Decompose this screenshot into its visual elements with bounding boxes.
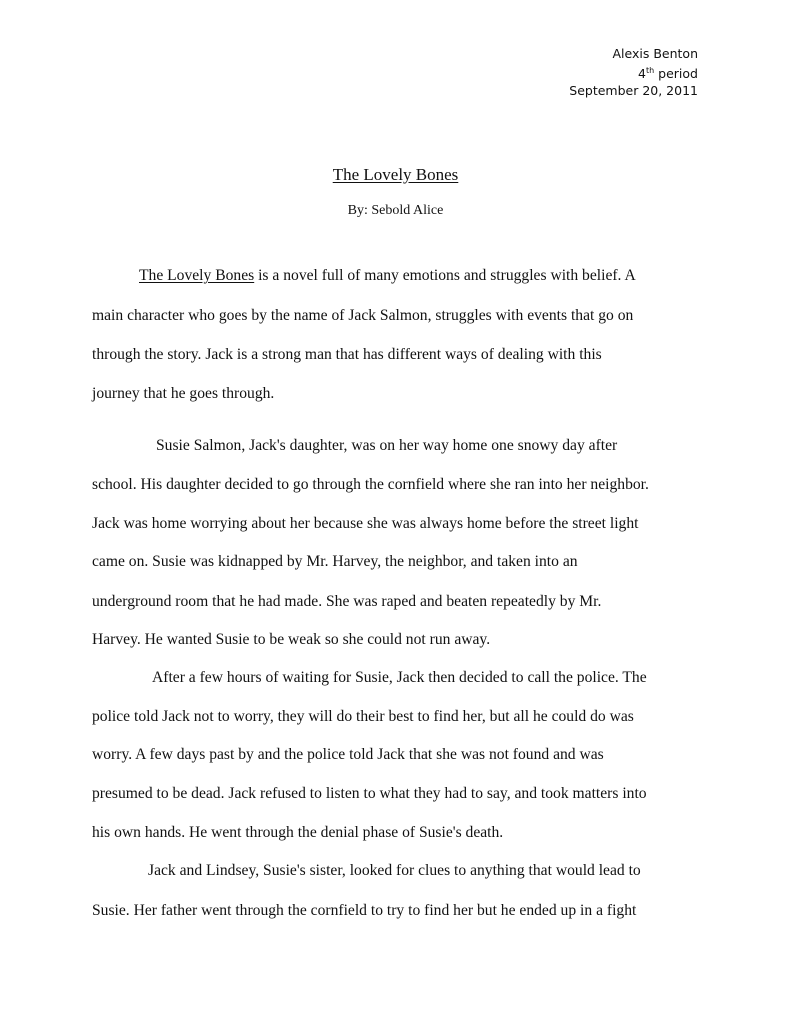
period-suffix: th (645, 66, 655, 75)
body-line: worry. A few days past by and the police told Jack that she was not found and was (92, 746, 604, 763)
body-line: presumed to be dead. Jack refused to listen to what they had to say, and took matters into (92, 785, 647, 802)
body-line: police told Jack not to worry, they will do their best to find her, but all he could do was (92, 708, 634, 725)
document-title-text: The Lovely Bones (332, 165, 459, 184)
body-line: After a few hours of waiting for Susie, Jack then decided to call the police. The (152, 669, 647, 686)
body-line: through the story. Jack is a strong man that has different ways of dealing with this (92, 346, 602, 363)
class-period (569, 62, 698, 82)
document-title (0, 164, 791, 186)
body-line: underground room that he had made. She was raped and beaten repeatedly by Mr. (92, 593, 602, 610)
body-line: Harvey. He wanted Susie to be weak so she could not run away. (92, 631, 491, 648)
body-line: came on. Susie was kidnapped by Mr. Harvey, the neighbor, and taken into an (92, 553, 578, 570)
body-line: Susie Salmon, Jack's daughter, was on her way home one snowy day after (156, 437, 618, 454)
period-number: 4 (638, 66, 646, 81)
period-word: period (658, 66, 698, 81)
body-line (92, 266, 749, 286)
body-line: main character who goes by the name of Jack Salmon, struggles with events that go on (92, 307, 634, 324)
book-title-reference: The Lovely Bones (139, 267, 255, 284)
body-line: Jack and Lindsey, Susie's sister, looked for clues to anything that would lead to (148, 862, 641, 879)
document-byline: By: Sebold Alice (347, 203, 444, 218)
header-block (569, 45, 698, 99)
author-name: Alexis Benton (612, 46, 698, 61)
body-line: journey that he goes through. (92, 385, 275, 402)
body-line: school. His daughter decided to go through the cornfield where she ran into her neighbor. (92, 476, 649, 493)
body-line: Susie. Her father went through the cornfield to try to find her but he ended up in a fight (92, 902, 637, 919)
body-line-text: is a novel full of many emotions and struggles with belief. A (254, 267, 636, 284)
body-line: Jack was home worrying about her because she was always home before the street light (92, 515, 639, 532)
body-line: his own hands. He went through the denial phase of Susie's death. (92, 824, 504, 841)
document-date: September 20, 2011 (569, 83, 698, 98)
